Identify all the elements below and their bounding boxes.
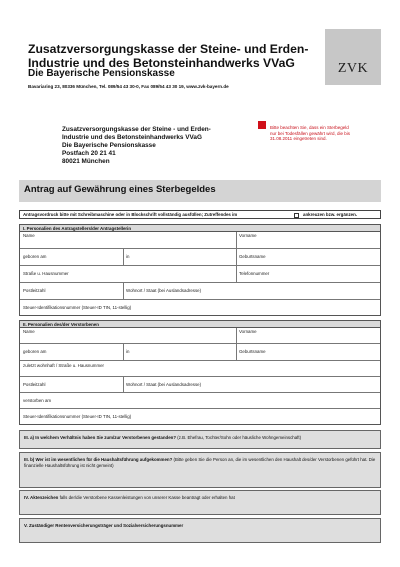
deceased-deathdate-row[interactable]	[20, 393, 380, 409]
applicant-street-label: Straße u. Hausnummer	[23, 271, 69, 276]
applicant-taxid-label: Steuer-Identifikationsnummer (Steuer-ID TIN, 11-stellig)	[23, 305, 132, 310]
relationship-question	[24, 435, 378, 441]
applicant-vorname-label: Vorname	[239, 233, 257, 238]
applicant-birthplace-label: in	[126, 254, 130, 259]
relationship-question-hint: (z.B. Ehefrau, Tochter/Sohn oder häusliche Wohngemeinschaft)	[177, 435, 302, 440]
deceased-city-label: Wohnort / Staat (bei Auslandsadresse)	[126, 382, 202, 387]
section-applicant-title-text: I. Personalien des Antragstellers/der Antragstellerin	[23, 226, 132, 231]
applicant-phone-field[interactable]	[237, 266, 382, 282]
recipient-line5: 80021 München	[62, 158, 110, 165]
household-question-hint: (Bitte geben Sie die Person an, die im wesentlichen den Haushalt des/der Verstorbenen geführt hat. Die finanzielle Haushaltsführung ist nicht gemeint)	[24, 457, 376, 468]
deceased-zip-label: Postleitzahl	[23, 382, 46, 387]
deceased-birthplace-field[interactable]	[124, 344, 237, 360]
file-number-bold: IV. Aktenzeichen	[24, 495, 59, 500]
recipient-line1: Zusatzversorgungskasse der Steine - und Erden-	[62, 126, 211, 133]
checkbox-sample-icon	[294, 213, 299, 218]
pension-insurer-bold: V. Zuständiger Rentenversicherungsträger und Sozialversicherungsnummer	[24, 523, 184, 528]
applicant-city-label: Wohnort / Staat (bei Auslandsadresse)	[126, 288, 202, 293]
section-file-number[interactable]	[19, 490, 381, 515]
deceased-vorname-field[interactable]	[237, 328, 382, 343]
deceased-birthname-label: Geburtsname	[239, 349, 266, 354]
applicant-name-field[interactable]	[20, 232, 237, 248]
deceased-birth-row	[20, 344, 380, 361]
household-question	[24, 457, 378, 469]
deceased-taxid-row[interactable]	[20, 409, 380, 426]
relationship-question-bold: III. a) In welchem Verhältnis haben Sie zum/zur Verstorbenen gestanden?	[24, 435, 177, 440]
applicant-city-row	[20, 283, 380, 300]
section-household[interactable]	[19, 452, 381, 488]
deceased-deathdate-label: verstorben am	[23, 398, 52, 403]
org-name	[28, 42, 328, 70]
deceased-birthdate-field[interactable]	[20, 344, 124, 360]
instruction-bar	[19, 210, 381, 219]
form-title-banner	[19, 180, 381, 202]
deceased-birthplace-label: in	[126, 349, 130, 354]
instruction-tail: ankreuzen bzw. ergänzen.	[303, 212, 358, 217]
org-subtitle: Die Bayerische Pensionskasse	[28, 68, 175, 79]
section-pension-insurer[interactable]	[19, 518, 381, 543]
zvk-logo-text: ZVK	[337, 61, 369, 76]
household-question-bold: III. b) Wer ist im wesentlichen für die Haushaltsführung aufgekommen?	[24, 457, 173, 462]
applicant-birthname-label: Geburtsname	[239, 254, 266, 259]
form-title: Antrag auf Gewährung eines Sterbegeldes	[24, 184, 216, 195]
org-name-line1: Zusatzversorgungskasse der Steine- und Erden-	[28, 42, 309, 56]
applicant-vorname-field[interactable]	[237, 232, 382, 248]
deceased-city-field[interactable]	[124, 377, 382, 392]
file-number-question	[24, 495, 378, 501]
section-relationship[interactable]	[19, 430, 381, 449]
recipient-line3: Die Bayerische Pensionskasse	[62, 142, 156, 149]
org-name-line2: Industrie und des Betonsteinhandwerks VVaG	[28, 56, 295, 70]
section-applicant-title	[20, 225, 380, 232]
applicant-taxid-row[interactable]	[20, 300, 380, 317]
applicant-name-label: Name	[23, 233, 35, 238]
deceased-vorname-label: Vorname	[239, 329, 257, 334]
red-marker-icon	[258, 121, 266, 129]
org-address: Bavariaring 23, 80336 München, Tel. 089/54 43 30-0, Fax 089/54 43 30 19, www.zvk-bayern.de	[28, 84, 229, 89]
applicant-zip-field[interactable]	[20, 283, 124, 299]
applicant-name-row	[20, 232, 380, 249]
file-number-hint: falls der/die Verstorbene Kassenleistungen von unserer Kasse beantragt oder erhalten hat	[59, 495, 235, 500]
section-deceased	[19, 320, 381, 425]
zvk-logo	[325, 29, 381, 85]
note-line2: nur bei Todesfällen gewährt wird, die bis	[270, 130, 350, 136]
applicant-city-field[interactable]	[124, 283, 382, 299]
deceased-street-label: zuletzt wohnhaft / Straße u. Hausnummer	[23, 363, 105, 368]
deadline-note	[270, 125, 370, 142]
applicant-birthdate-field[interactable]	[20, 249, 124, 265]
deceased-name-field[interactable]	[20, 328, 237, 343]
applicant-zip-label: Postleitzahl	[23, 288, 46, 293]
note-line1: Bitte beachten Sie, dass ein Sterbegeld	[270, 125, 349, 130]
applicant-phone-label: Telefonnummer	[239, 271, 270, 276]
deceased-street-row[interactable]	[20, 361, 380, 377]
section-deceased-title	[20, 321, 380, 328]
deceased-taxid-label: Steuer-Identifikationsnummer (Steuer-ID TIN, 11-stellig)	[23, 414, 132, 419]
instruction-text: Antragsvordruck bitte mit Schreibmaschine oder in Blockschrift vollständig ausfüllen; Zutreffendes im	[23, 212, 238, 217]
deceased-city-row	[20, 377, 380, 393]
deceased-birthdate-label: geboren am	[23, 349, 47, 354]
section-deceased-title-text: II. Personalien des/der Verstorbenen	[23, 322, 99, 327]
deceased-name-row	[20, 328, 380, 344]
applicant-birthplace-field[interactable]	[124, 249, 237, 265]
section-applicant	[19, 224, 381, 316]
note-line3: 31.08.2011 eingetreten sind.	[270, 136, 327, 141]
deceased-name-label: Name	[23, 329, 35, 334]
deceased-zip-field[interactable]	[20, 377, 124, 392]
applicant-street-field[interactable]	[20, 266, 237, 282]
applicant-street-row	[20, 266, 380, 283]
recipient-line4: Postfach 20 21 41	[62, 150, 116, 157]
recipient-line2: Industrie und des Betonsteinhandwerks VVaG	[62, 134, 202, 141]
applicant-birthname-field[interactable]	[237, 249, 382, 265]
recipient-address	[62, 126, 211, 166]
pension-insurer-question	[24, 523, 378, 529]
deceased-birthname-field[interactable]	[237, 344, 382, 360]
applicant-birth-row	[20, 249, 380, 266]
applicant-birthdate-label: geboren am	[23, 254, 47, 259]
